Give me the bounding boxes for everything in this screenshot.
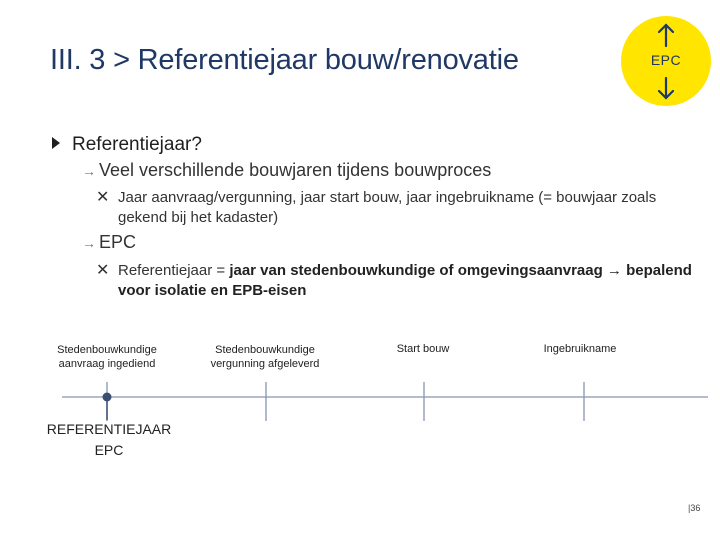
badge-label: EPC — [650, 52, 682, 68]
bullet-level3-1-text: Jaar aanvraag/vergunning, jaar start bouw, jaar ingebruikname (= bouwjaar zoals gekend bij het kadaster) — [118, 189, 657, 226]
arrow-up-icon — [659, 25, 673, 46]
timeline-label-ingebruikname: Ingebruikname — [543, 343, 617, 355]
arrow-right-icon: → — [82, 235, 96, 251]
timeline-label-start-bouw: Start bouw — [396, 343, 450, 355]
page-title: III. 3 > Referentiejaar bouw/renovatie — [50, 44, 519, 76]
timeline-label-aanvraag: Stedenbouwkundige aanvraag ingediend — [57, 344, 157, 370]
bullet-level3-2-text — [118, 261, 706, 301]
bullet-level2-2 — [82, 232, 136, 253]
x-bullet-icon: ✕ — [96, 189, 110, 206]
x-bullet-icon: ✕ — [96, 262, 110, 279]
arrow-down-icon — [659, 78, 673, 98]
timeline-label-vergunning: Stedenbouwkundige vergunning afgeleverd — [210, 344, 320, 370]
bullet-level2-1 — [82, 160, 491, 181]
bullet-level2-1-text: Veel verschillende bouwjaren tijdens bouwproces — [99, 160, 492, 180]
page-number: |36 — [688, 503, 701, 513]
arrow-right-icon: → — [82, 163, 96, 179]
bullet-triangle-icon — [52, 137, 60, 149]
ref-prefix: Referentiejaar = — [118, 262, 230, 279]
timeline-marker — [103, 393, 112, 402]
bullet-level1 — [52, 134, 202, 156]
epc-badge — [621, 16, 711, 106]
bullet-level2-2-text: EPC — [99, 232, 137, 252]
bullet-level3-2 — [96, 261, 706, 301]
bullet-level1-text: Referentiejaar? — [72, 134, 202, 155]
reference-year-label: REFERENTIEJAAR EPC — [46, 421, 172, 458]
bullet-level3-1 — [96, 188, 706, 228]
ref-bold-text: jaar van stedenbouwkundige of omgevingsaanvraag → bepalend voor isolatie en EPB-eisen — [118, 262, 692, 299]
